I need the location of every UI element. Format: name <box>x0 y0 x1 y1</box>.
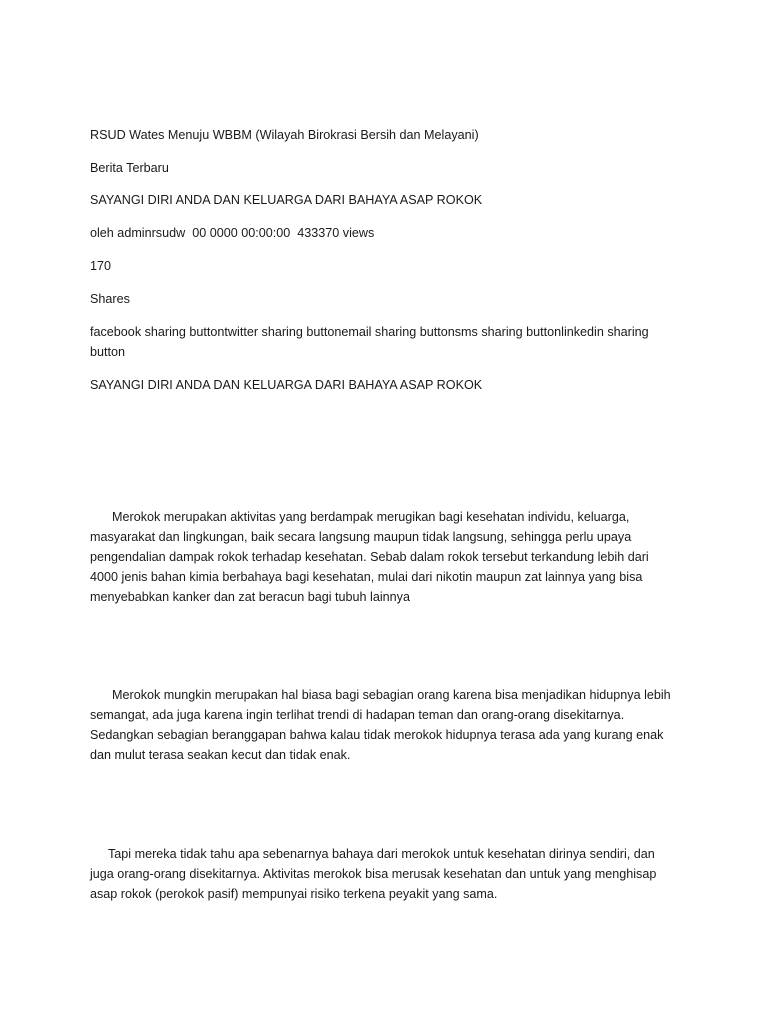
article-headline: SAYANGI DIRI ANDA DAN KELUARGA DARI BAHAYA ASAP ROKOK <box>90 193 483 207</box>
article-headline-repeat: SAYANGI DIRI ANDA DAN KELUARGA DARI BAHAYA ASAP ROKOK <box>90 378 483 392</box>
shares-label: Shares <box>90 292 130 306</box>
article-paragraph-1: Merokok merupakan aktivitas yang berdampak merugikan bagi kesehatan individu, keluarga, masyarakat dan lingkungan, baik secara langsung maupun tidak langsung, sehingga perlu upaya pengendalian dampak rokok terhadap kesehatan. Sebab dalam rokok tersebut terkandung lebih dari 4000 jenis bahan kimia berbahaya bagi kesehatan, mulai dari nikotin maupun zat lainnya yang bisa menyebabkan kanker dan zat beracun bagi tubuh lainnya <box>90 510 649 604</box>
article-paragraph-3: Tapi mereka tidak tahu apa sebenarnya bahaya dari merokok untuk kesehatan dirinya sendiri, dan juga orang-orang disekitarnya. Aktivitas merokok bisa merusak kesehatan dan untuk yang menghisap asap rokok (perokok pasif) mempunyai risiko terkena peyakit yang sama. <box>90 847 657 901</box>
article-byline: oleh adminrsudw 00 0000 00:00:00 433370 views <box>90 226 375 240</box>
section-label: Berita Terbaru <box>90 161 169 175</box>
site-title: RSUD Wates Menuju WBBM (Wilayah Birokrasi Bersih dan Melayani) <box>90 128 479 142</box>
share-buttons-text: facebook sharing buttontwitter sharing buttonemail sharing buttonsms sharing buttonlinkedin sharing button <box>90 325 649 359</box>
article-paragraph-2: Merokok mungkin merupakan hal biasa bagi sebagian orang karena bisa menjadikan hidupnya lebih semangat, ada juga karena ingin terlihat trendi di hadapan teman dan orang-orang disekitarnya. Sedangkan sebagian beranggapan bahwa kalau tidak merokok hidupnya terasa ada yang kurang enak dan mulut terasa seakan kecut dan tidak enak. <box>90 688 671 762</box>
share-count: 170 <box>90 259 112 273</box>
